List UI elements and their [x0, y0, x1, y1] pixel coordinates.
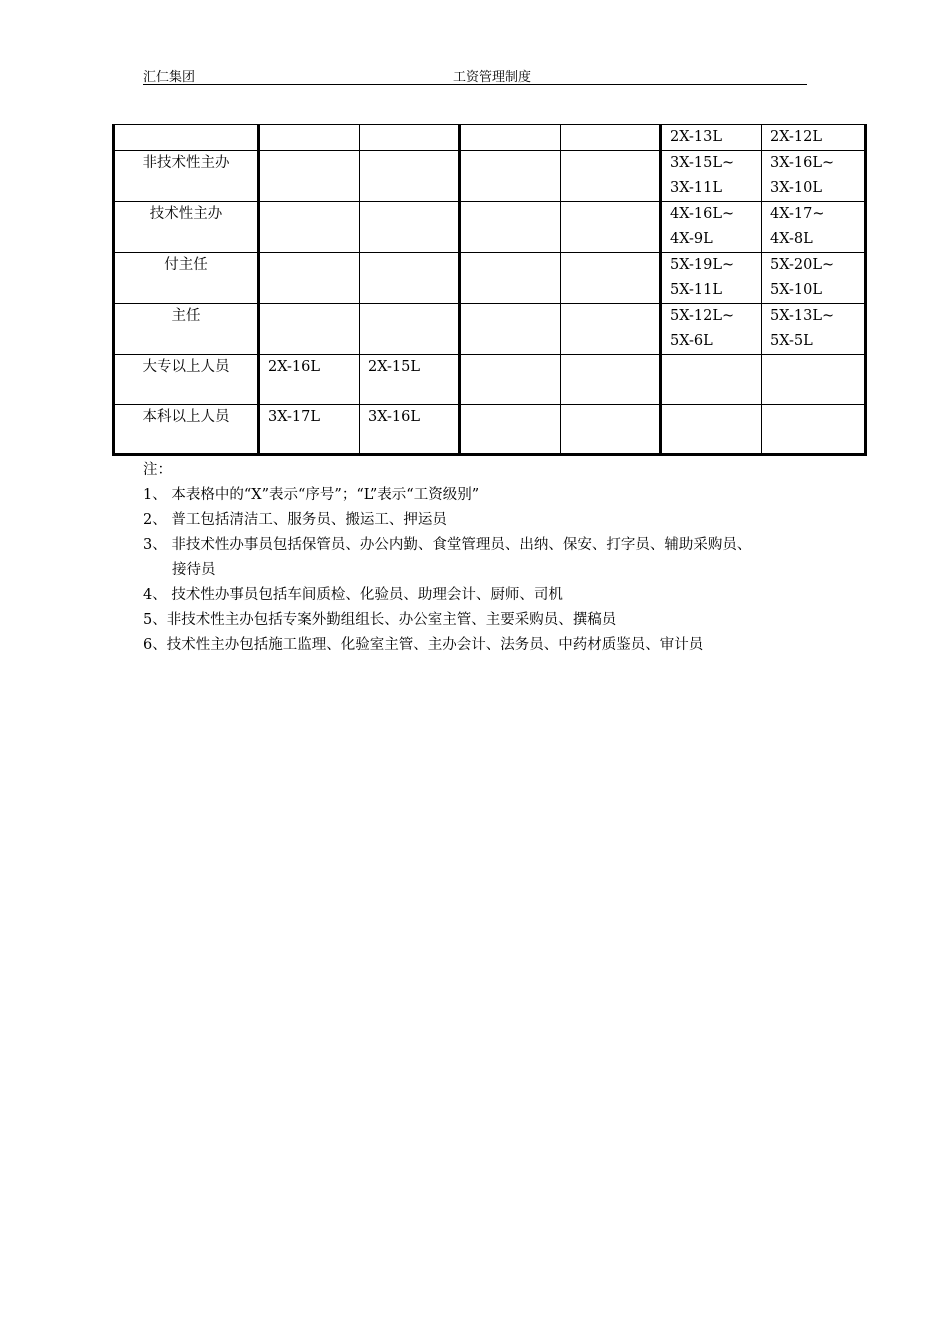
notes-section — [143, 458, 833, 658]
table-row — [114, 125, 866, 151]
row-label-cell: 本科以上人员 — [114, 405, 259, 455]
note-item — [143, 508, 833, 533]
grade-cell — [460, 253, 561, 304]
grade-cell: 3X-15L~ 3X-11L — [661, 151, 762, 202]
note-text: 接待员 — [172, 562, 216, 578]
row-label-cell: 非技术性主办 — [114, 151, 259, 202]
note-text: 技术性主办包括施工监理、化验室主管、主办会计、法务员、中药材质鉴员、审计员 — [166, 637, 704, 653]
note-text: 本表格中的“X”表示“序号”；“L”表示“工资级别” — [171, 487, 480, 503]
grade-cell: 5X-19L~ 5X-11L — [661, 253, 762, 304]
note-item — [143, 483, 833, 508]
grade-cell: 2X-12L — [762, 125, 866, 151]
note-text: 普工包括清洁工、服务员、搬运工、押运员 — [171, 512, 447, 528]
grade-cell — [360, 304, 460, 355]
notes-title: 注： — [143, 462, 172, 478]
grade-cell — [460, 202, 561, 253]
table-row — [114, 202, 866, 253]
grade-cell — [460, 355, 561, 405]
grade-cell: 3X-17L — [259, 405, 360, 455]
grade-cell — [259, 125, 360, 151]
grade-cell — [360, 253, 460, 304]
note-item — [143, 558, 833, 583]
grade-cell — [460, 151, 561, 202]
row-label-cell — [114, 125, 259, 151]
grade-cell — [561, 151, 661, 202]
notes-list — [143, 483, 833, 658]
table-row — [114, 253, 866, 304]
grade-cell: 3X-16L — [360, 405, 460, 455]
grade-cell — [561, 355, 661, 405]
grade-cell: 2X-15L — [360, 355, 460, 405]
table-row — [114, 304, 866, 355]
grade-cell: 2X-16L — [259, 355, 360, 405]
note-number: 5、 — [143, 612, 167, 628]
grade-cell — [762, 355, 866, 405]
grade-cell — [259, 304, 360, 355]
row-label-cell: 技术性主办 — [114, 202, 259, 253]
grade-cell — [762, 405, 866, 455]
grade-cell: 5X-13L~ 5X-5L — [762, 304, 866, 355]
row-label-cell: 大专以上人员 — [114, 355, 259, 405]
grade-cell — [360, 125, 460, 151]
grade-cell — [460, 304, 561, 355]
grade-cell — [661, 355, 762, 405]
note-text: 技术性办事员包括车间质检、化验员、助理会计、厨师、司机 — [171, 587, 563, 603]
grade-cell — [460, 125, 561, 151]
grade-cell: 3X-16L~ 3X-10L — [762, 151, 866, 202]
grade-cell — [460, 405, 561, 455]
grade-cell — [259, 151, 360, 202]
company-name: 汇仁集团 — [143, 70, 196, 85]
grade-cell — [360, 202, 460, 253]
note-number: 1、 — [143, 487, 172, 503]
note-number: 4、 — [143, 587, 172, 603]
grade-cell: 4X-17~ 4X-8L — [762, 202, 866, 253]
table-row — [114, 405, 866, 455]
salary-grade-table — [112, 124, 867, 456]
note-text: 非技术性办事员包括保管员、办公内勤、食堂管理员、出纳、保安、打字员、辅助采购员、 — [171, 537, 752, 553]
grade-cell — [561, 253, 661, 304]
note-text: 非技术性主办包括专案外勤组组长、办公室主管、主要采购员、撰稿员 — [166, 612, 617, 628]
note-item — [143, 633, 833, 658]
grade-cell — [561, 304, 661, 355]
table-row — [114, 355, 866, 405]
grade-cell — [561, 405, 661, 455]
grade-cell — [661, 405, 762, 455]
grade-cell: 2X-13L — [661, 125, 762, 151]
page-header — [143, 66, 807, 85]
grade-cell — [259, 202, 360, 253]
note-item — [143, 533, 833, 558]
note-item — [143, 583, 833, 608]
note-number: 3、 — [143, 537, 172, 553]
grade-cell — [360, 151, 460, 202]
grade-cell: 5X-20L~ 5X-10L — [762, 253, 866, 304]
note-number: 2、 — [143, 512, 172, 528]
grade-cell: 4X-16L~ 4X-9L — [661, 202, 762, 253]
grade-cell: 5X-12L~ 5X-6L — [661, 304, 762, 355]
grade-cell — [561, 202, 661, 253]
row-label-cell: 主任 — [114, 304, 259, 355]
note-number: 6、 — [143, 637, 167, 653]
grade-cell — [561, 125, 661, 151]
note-item — [143, 608, 833, 633]
document-title: 工资管理制度 — [453, 70, 532, 85]
grade-cell — [259, 253, 360, 304]
table-row — [114, 151, 866, 202]
row-label-cell: 付主任 — [114, 253, 259, 304]
